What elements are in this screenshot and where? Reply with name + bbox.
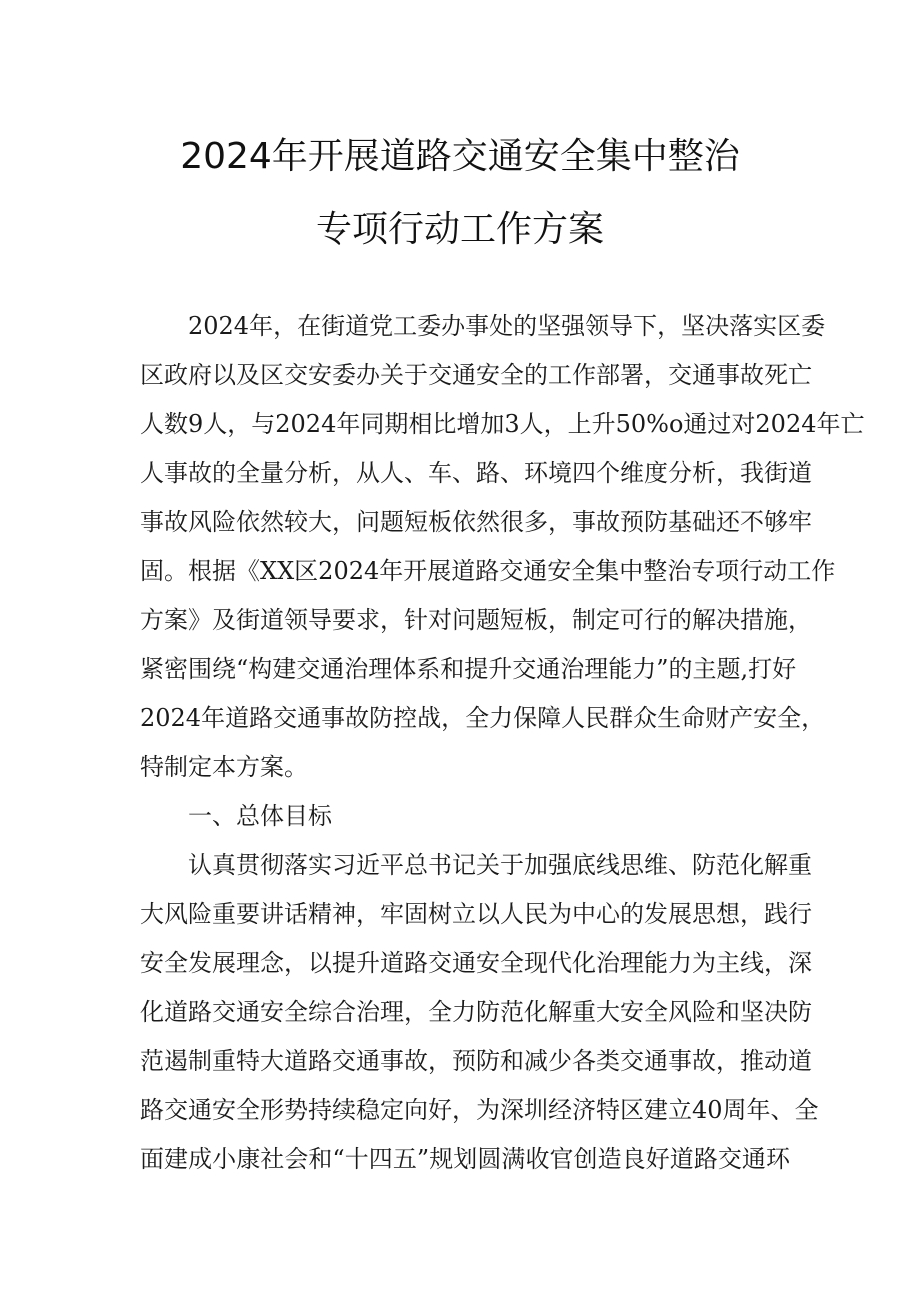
section-line: 大风险重要讲话精神，牢固树立以人民为中心的发展思想，践行 <box>140 900 812 928</box>
intro-line: 特制定本方案。 <box>140 753 308 781</box>
intro-line: 区政府以及区交安委办关于交通安全的工作部署，交通事故死亡 <box>140 361 812 389</box>
intro-line: 2024年道路交通事故防控战，全力保障人民群众生命财产安全， <box>140 704 826 732</box>
intro-line: 事故风险依然较大，问题短板依然很多，事故预防基础还不够牢 <box>140 508 812 536</box>
section-heading: 一、总体目标 <box>188 802 332 830</box>
section-line: 安全发展理念，以提升道路交通安全现代化治理能力为主线，深 <box>140 949 812 977</box>
section-line: 认真贯彻落实习近平总书记关于加强底线思维、防范化解重 <box>188 851 812 879</box>
intro-line: 方案》及街道领导要求，针对问题短板，制定可行的解决措施， <box>140 606 812 634</box>
section-line: 面建成小康社会和“十四五”规划圆满收官创造良好道路交通环 <box>140 1145 790 1173</box>
intro-line: 人事故的全量分析，从人、车、路、环境四个维度分析，我街道 <box>140 459 812 487</box>
intro-line: 人数9人，与2024年同期相比增加3人，上升50%o通过对2024年亡 <box>140 410 865 438</box>
section-line: 范遏制重特大道路交通事故，预防和减少各类交通事故，推动道 <box>140 1047 812 1075</box>
intro-line: 固。根据《XX区2024年开展道路交通安全集中整治专项行动工作 <box>140 557 836 585</box>
section-line: 化道路交通安全综合治理，全力防范化解重大安全风险和坚决防 <box>140 998 812 1026</box>
section-line: 路交通安全形势持续稳定向好，为深圳经济特区建立40周年、全 <box>140 1096 819 1124</box>
document-title-line-1: 2024年开展道路交通安全集中整治 <box>180 136 740 177</box>
intro-line: 2024年，在街道党工委办事处的坚强领导下，坚决落实区委 <box>188 312 826 340</box>
intro-line: 紧密围绕“构建交通治理体系和提升交通治理能力”的主题,打好 <box>140 655 797 683</box>
document-title-line-2: 专项行动工作方案 <box>315 209 604 250</box>
